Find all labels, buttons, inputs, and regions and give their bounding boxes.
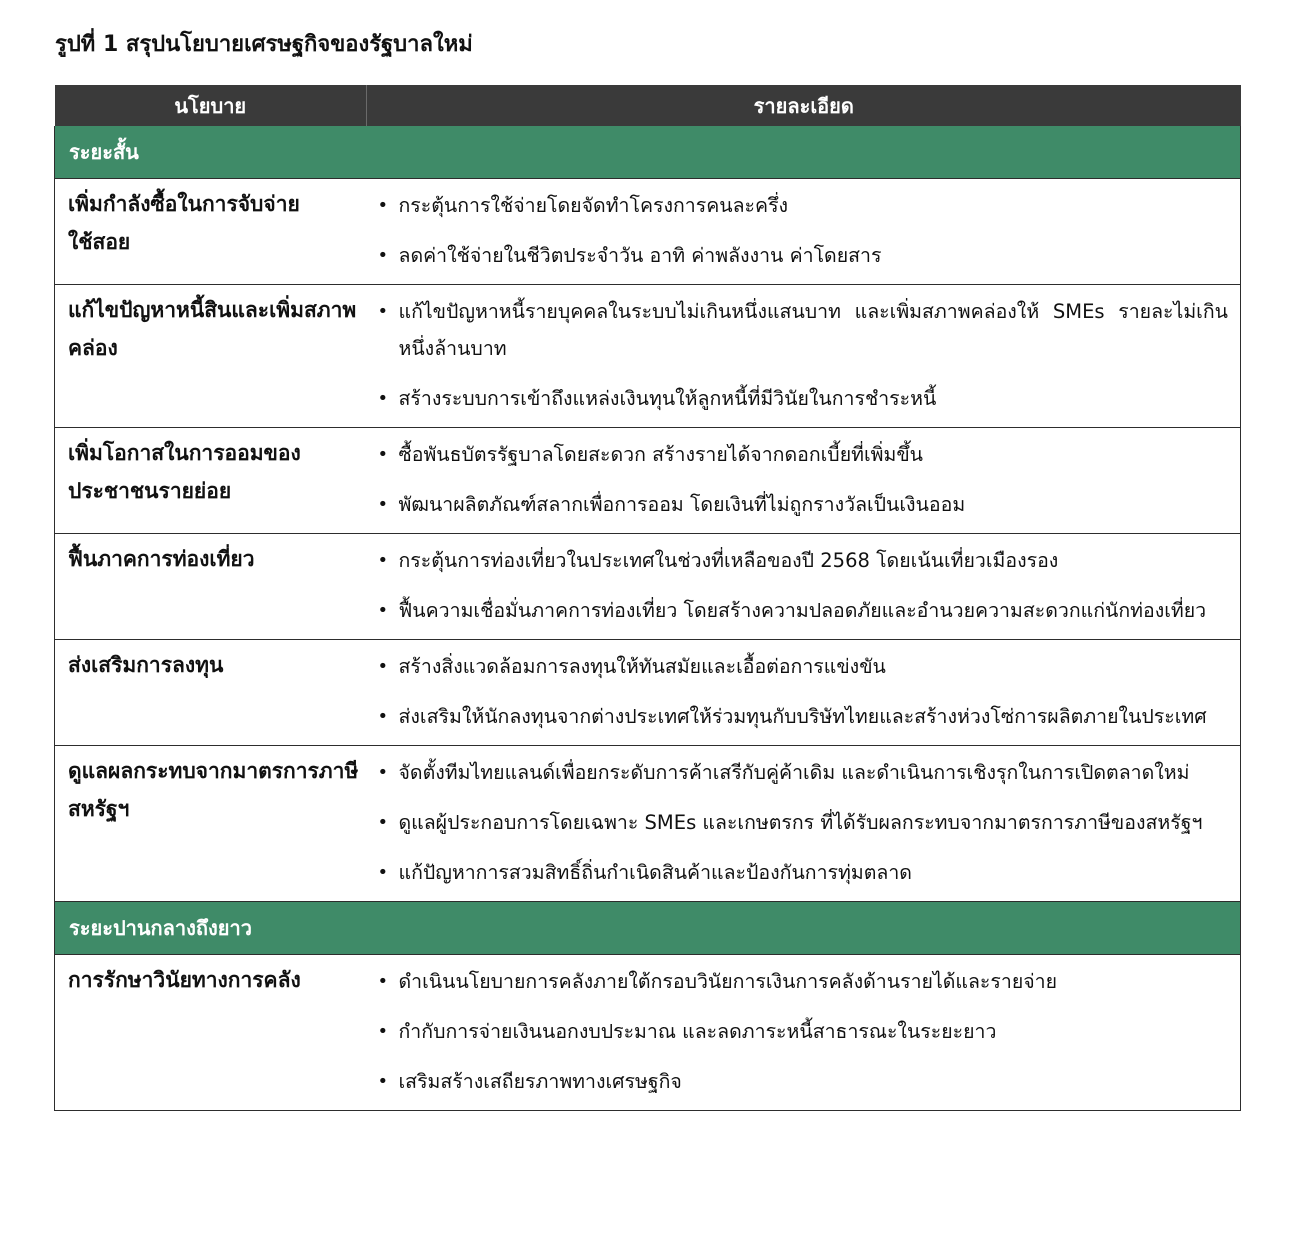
list-item [375,436,1229,473]
bullet-icon: • [377,245,389,266]
detail-text: เสริมสร้างเสถียรภาพทางเศรษฐกิจ [398,1070,682,1093]
policy-details [367,179,1241,285]
figure-title: รูปที่ 1 สรุปนโยบายเศรษฐกิจของรัฐบาลใหม่ [55,32,473,57]
detail-text: สร้างสิ่งแวดล้อมการลงทุนให้ทันสมัยและเอื้อต่อการแข่งขัน [398,655,886,678]
bullet-icon: • [377,812,389,833]
list-item [375,804,1229,841]
detail-text: แก้ไขปัญหาหนี้รายบุคคลในระบบไม่เกินหนึ่งแสนบาท และเพิ่มสภาพคล่องให้ SMEs รายละไม่เกินหนึ่งล้านบาท [398,300,1228,360]
bullet-icon: • [377,195,389,216]
bullet-icon: • [377,301,389,322]
policy-details [367,285,1241,428]
table-row [55,428,1241,534]
list-item [375,380,1229,417]
detail-list [375,187,1229,274]
bullet-icon: • [377,388,389,409]
table-row [55,746,1241,902]
list-item [375,187,1229,224]
list-item [375,854,1229,891]
detail-text: แก้ปัญหาการสวมสิทธิ์ถิ่นกำเนิดสินค้าและป้องกันการทุ่มตลาด [398,861,912,884]
detail-list [375,754,1229,891]
list-item [375,698,1229,735]
detail-text: สร้างระบบการเข้าถึงแหล่งเงินทุนให้ลูกหนี้ที่มีวินัยในการชำระหนี้ [398,387,937,410]
policy-table [54,85,1241,1111]
policy-details [367,955,1241,1111]
list-item [375,592,1229,629]
detail-text: พัฒนาผลิตภัณฑ์สลากเพื่อการออม โดยเงินที่ไม่ถูกรางวัลเป็นเงินออม [398,493,966,516]
detail-text: กระตุ้นการท่องเที่ยวในประเทศในช่วงที่เหลือของปี 2568 โดยเน้นเที่ยวเมืองรอง [398,549,1059,572]
bullet-icon: • [377,762,389,783]
bullet-icon: • [377,862,389,883]
bullet-icon: • [377,494,389,515]
bullet-icon: • [377,600,389,621]
header-details: รายละเอียด [367,85,1241,126]
detail-text: ลดค่าใช้จ่ายในชีวิตประจำวัน อาทิ ค่าพลังงาน ค่าโดยสาร [398,244,882,267]
list-item [375,237,1229,274]
detail-text: จัดตั้งทีมไทยแลนด์เพื่อยกระดับการค้าเสรีกับคู่ค้าเดิม และดำเนินการเชิงรุกในการเปิดตลาดใหม่ [398,761,1190,784]
table-row [55,179,1241,285]
policy-name: เพิ่มโอกาสในการออมของประชาชนรายย่อย [55,428,367,534]
policy-name: เพิ่มกำลังซื้อในการจับจ่ายใช้สอย [55,179,367,285]
policy-name: การรักษาวินัยทางการคลัง [55,955,367,1111]
detail-list [375,648,1229,735]
policy-details [367,640,1241,746]
list-item [375,648,1229,685]
list-item [375,293,1229,367]
bullet-icon: • [377,550,389,571]
bullet-icon: • [377,1071,389,1092]
section-title: ระยะสั้น [55,126,1241,179]
list-item [375,1013,1229,1050]
policy-details [367,428,1241,534]
table-body [55,126,1241,1111]
section-row [55,902,1241,955]
bullet-icon: • [377,706,389,727]
header-policy: นโยบาย [55,85,367,126]
policy-details [367,746,1241,902]
policy-name: แก้ไขปัญหาหนี้สินและเพิ่มสภาพคล่อง [55,285,367,428]
table-header [55,85,1241,126]
policy-name: ส่งเสริมการลงทุน [55,640,367,746]
detail-text: ดำเนินนโยบายการคลังภายใต้กรอบวินัยการเงินการคลังด้านรายได้และรายจ่าย [398,970,1058,993]
bullet-icon: • [377,971,389,992]
detail-list [375,436,1229,523]
bullet-icon: • [377,444,389,465]
detail-list [375,963,1229,1100]
section-title: ระยะปานกลางถึงยาว [55,902,1241,955]
table-row [55,955,1241,1111]
table-row [55,534,1241,640]
detail-list [375,293,1229,417]
list-item [375,542,1229,579]
detail-list [375,542,1229,629]
list-item [375,963,1229,1000]
detail-text: ส่งเสริมให้นักลงทุนจากต่างประเทศให้ร่วมทุนกับบริษัทไทยและสร้างห่วงโซ่การผลิตภายในประเทศ [398,705,1207,728]
table-row [55,640,1241,746]
bullet-icon: • [377,1021,389,1042]
table-row [55,285,1241,428]
detail-text: กระตุ้นการใช้จ่ายโดยจัดทำโครงการคนละครึ่ง [398,194,789,217]
list-item [375,754,1229,791]
list-item [375,1063,1229,1100]
policy-details [367,534,1241,640]
bullet-icon: • [377,656,389,677]
detail-text: ดูแลผู้ประกอบการโดยเฉพาะ SMEs และเกษตรกร ที่ได้รับผลกระทบจากมาตรการภาษีของสหรัฐฯ [398,811,1203,834]
section-row [55,126,1241,179]
list-item [375,486,1229,523]
policy-name: ฟื้นภาคการท่องเที่ยว [55,534,367,640]
detail-text: กำกับการจ่ายเงินนอกงบประมาณ และลดภาระหนี้สาธารณะในระยะยาว [398,1020,997,1043]
detail-text: ฟื้นความเชื่อมั่นภาคการท่องเที่ยว โดยสร้างความปลอดภัยและอำนวยความสะดวกแก่นักท่องเที่ยว [398,599,1207,622]
detail-text: ซื้อพันธบัตรรัฐบาลโดยสะดวก สร้างรายได้จากดอกเบี้ยที่เพิ่มขึ้น [398,443,924,466]
policy-name: ดูแลผลกระทบจากมาตรการภาษีสหรัฐฯ [55,746,367,902]
